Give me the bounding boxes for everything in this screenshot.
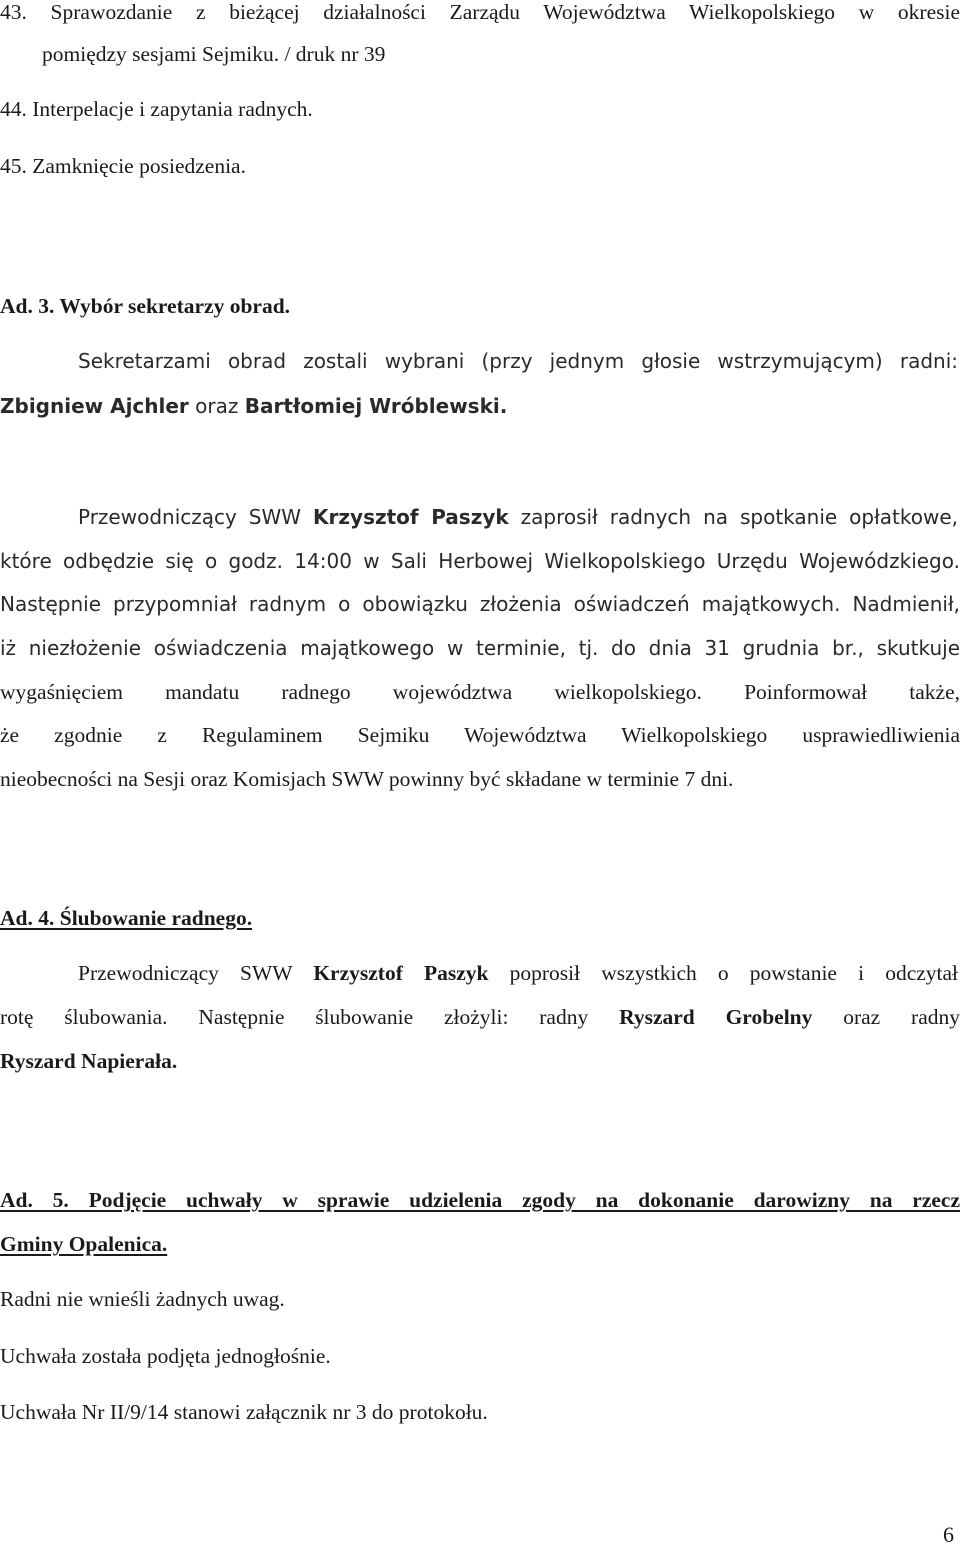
ad4-line2-a: rotę ślubowania. Następnie ślubowanie złożyli: radny bbox=[0, 1005, 589, 1029]
ad3-text-line1: Sekretarzami obrad zostali wybrani (przy jednym głosie wstrzymującym) radni: bbox=[78, 349, 958, 373]
ad3-name2: Bartłomiej Wróblewski. bbox=[244, 394, 508, 418]
ad5-line3: Uchwała Nr II/9/14 stanowi załącznik nr 3 do protokołu. bbox=[0, 1400, 488, 1424]
announce-line1-c: zaprosił radnych na spotkanie opłatkowe, bbox=[520, 505, 958, 529]
ad4-line1-c: poprosił wszystkich o powstanie i odczytał bbox=[509, 961, 959, 985]
ad5-line2: Uchwała została podjęta jednogłośnie. bbox=[0, 1344, 331, 1368]
ad3-text-line2 bbox=[0, 396, 960, 416]
announce-line3: Następnie przypomniał radnym o obowiązku złożenia oświadczeń majątkowych. Nadmienił, bbox=[0, 592, 960, 616]
ad3-heading: Ad. 3. Wybór sekretarzy obrad. bbox=[0, 294, 291, 318]
announce-line1 bbox=[78, 507, 958, 527]
announce-line5: wygaśnięciem mandatu radnego województwa wielkopolskiego. Poinformował także, bbox=[0, 680, 960, 704]
ad4-heading: Ad. 4. Ślubowanie radnego. bbox=[0, 906, 253, 930]
agenda-item-45: 45. Zamknięcie posiedzenia. bbox=[0, 154, 246, 178]
ad5-line1: Radni nie wnieśli żadnych uwag. bbox=[0, 1287, 285, 1311]
ad5-heading-line1: Ad. 5. Podjęcie uchwały w sprawie udzielenia zgody na dokonanie darowizny na rzecz bbox=[0, 1188, 960, 1212]
page-number: 6 bbox=[943, 1522, 954, 1547]
ad4-line2-name: Ryszard Grobelny bbox=[619, 1005, 813, 1029]
agenda-item-44: 44. Interpelacje i zapytania radnych. bbox=[0, 97, 313, 121]
agenda-item-43-line2: pomiędzy sesjami Sejmiku. / druk nr 39 bbox=[42, 42, 386, 66]
announce-line2: które odbędzie się o godz. 14:00 w Sali Herbowej Wielkopolskiego Urzędu Wojewódzkiego. bbox=[0, 549, 960, 573]
ad4-line1-a: Przewodniczący SWW bbox=[78, 961, 293, 985]
ad4-line3: Ryszard Napierała. bbox=[0, 1049, 178, 1073]
announce-line1-name: Krzysztof Paszyk bbox=[313, 505, 509, 529]
ad4-line2 bbox=[0, 1007, 960, 1029]
announce-line6: że zgodnie z Regulaminem Sejmiku Województwa Wielkopolskiego usprawiedliwienia bbox=[0, 723, 960, 747]
ad5-heading-line2: Gminy Opalenica. bbox=[0, 1232, 168, 1256]
ad4-line2-c: oraz radny bbox=[843, 1005, 960, 1029]
announce-line4: iż niezłożenie oświadczenia majątkowego w terminie, tj. do dnia 31 grudnia br., skutkuje bbox=[0, 636, 960, 660]
ad3-oraz: oraz bbox=[195, 394, 239, 418]
announce-line1-a: Przewodniczący SWW bbox=[78, 505, 302, 529]
ad4-line1 bbox=[78, 963, 958, 985]
agenda-item-43-line1: 43. Sprawozdanie z bieżącej działalności Zarządu Województwa Wielkopolskiego w okresie bbox=[0, 0, 960, 24]
ad4-line1-name: Krzysztof Paszyk bbox=[313, 961, 489, 985]
announce-line7: nieobecności na Sesji oraz Komisjach SWW powinny być składane w terminie 7 dni. bbox=[0, 767, 734, 791]
ad3-name1: Zbigniew Ajchler bbox=[0, 394, 189, 418]
